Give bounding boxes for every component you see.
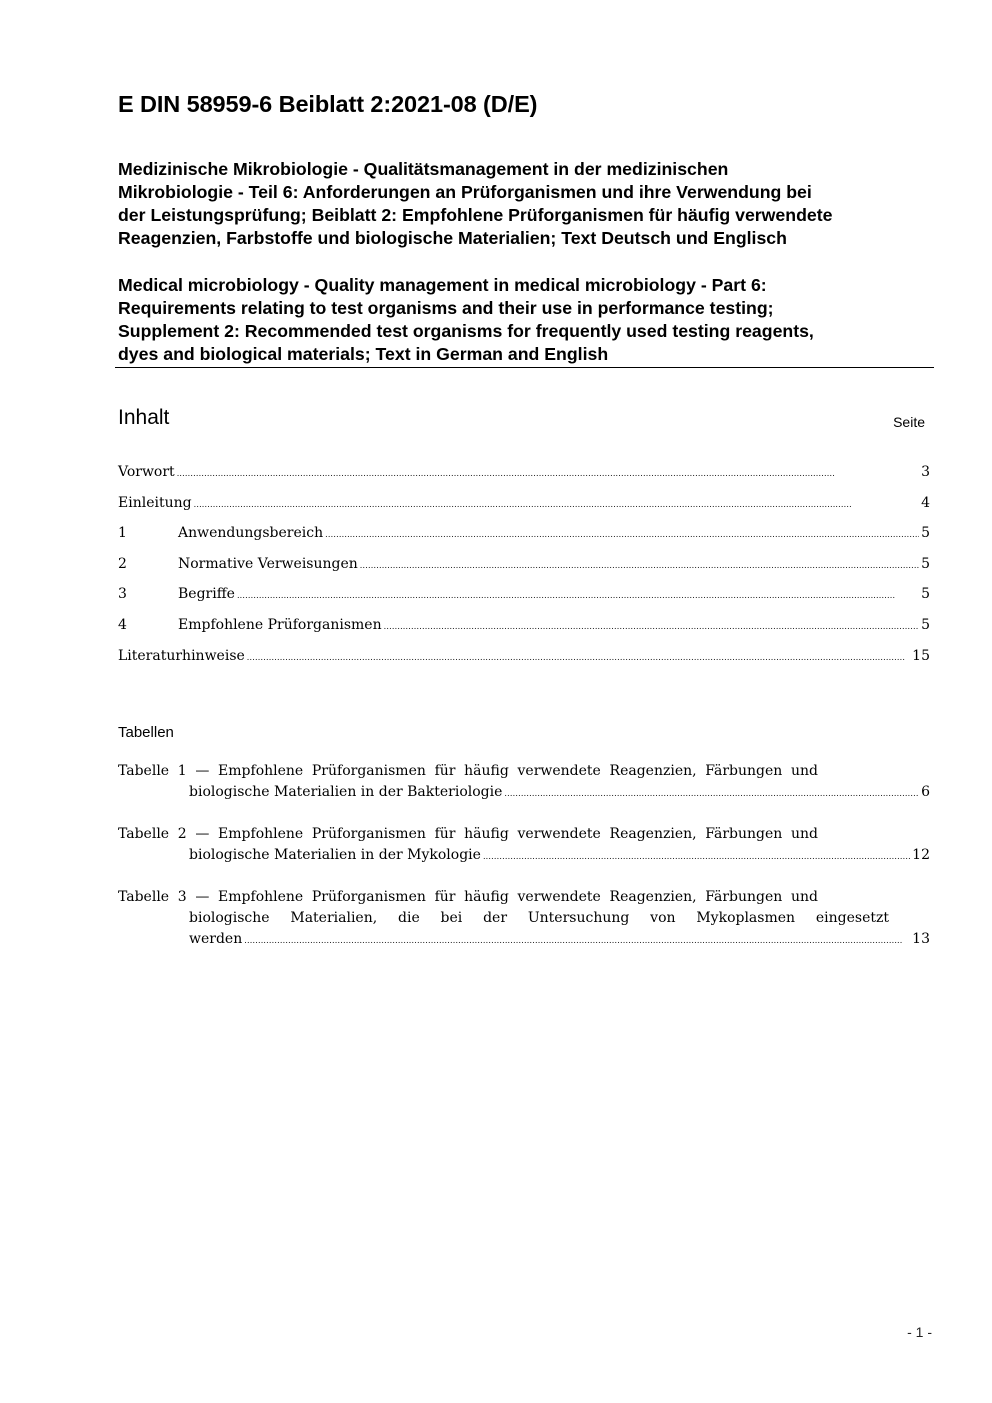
title-line: Requirements relating to test organisms and their use in performance testing; [118, 298, 774, 318]
toc-label: Anwendungsbereich [178, 525, 324, 542]
toc-page: 5 [921, 586, 930, 603]
title-german [118, 158, 948, 250]
title-english [118, 274, 948, 366]
table-entry-last-line [118, 929, 930, 951]
table-entry-middle-line [118, 908, 930, 929]
toc-entry-normative-verweisungen[interactable] [118, 553, 930, 584]
title-line: dyes and biological materials; Text in German and English [118, 344, 609, 364]
table-entry-title-cont: biologische Materialien, die bei der Untersuchung von Mykoplasmen eingesetzt [189, 910, 889, 926]
toc-label: Empfohlene Prüforganismen [178, 616, 382, 633]
toc-number: 1 [118, 525, 127, 542]
toc-entry-anwendungsbereich[interactable] [118, 522, 930, 553]
toc-heading: Inhalt [118, 406, 170, 429]
table-entry-first-line [118, 824, 930, 845]
toc-label: Einleitung [118, 494, 192, 511]
toc-leader-dots [504, 782, 919, 804]
toc-page: 3 [921, 464, 930, 480]
title-line: Mikrobiologie - Teil 6: Anforderungen an Prüforganismen und ihre Verwendung bei [118, 182, 812, 202]
toc-label: Vorwort [118, 464, 175, 480]
table-entry-title: Tabelle 3 — Empfohlene Prüforganismen für häufig verwendete Reagenzien, Färbungen und [118, 889, 818, 905]
toc-leader-dots [237, 583, 919, 607]
toc-entry-begriffe[interactable] [118, 583, 930, 614]
toc-number: 2 [118, 555, 127, 572]
table-entry-page: 13 [912, 931, 930, 947]
toc-leader-dots [360, 553, 919, 577]
toc-leader-dots [247, 645, 910, 669]
toc-leader-dots [244, 929, 910, 951]
toc-leader-dots [194, 492, 920, 516]
toc-label: Begriffe [178, 586, 235, 603]
toc-page: 5 [921, 555, 930, 572]
table-entry-1[interactable] [118, 761, 930, 804]
table-entry-first-line [118, 761, 930, 782]
toc-leader-dots [483, 845, 910, 867]
table-entry-title-cont: biologische Materialien in der Mykologie [189, 847, 481, 863]
toc-leader-dots [384, 614, 919, 638]
title-line: Reagenzien, Farbstoffe und biologische Materialien; Text Deutsch und Englisch [118, 228, 787, 248]
toc-label: Literaturhinweise [118, 647, 245, 664]
toc-number: 4 [118, 616, 127, 633]
toc-entry-literaturhinweise[interactable] [118, 645, 930, 676]
title-divider [115, 367, 934, 368]
toc-page: 4 [921, 494, 930, 511]
table-entry-title: Tabelle 1 — Empfohlene Prüforganismen für häufig verwendete Reagenzien, Färbungen und [118, 763, 818, 779]
toc-label: Normative Verweisungen [178, 555, 358, 572]
title-line: Supplement 2: Recommended test organisms for frequently used testing reagents, [118, 321, 814, 341]
toc-entry-empfohlene-prueforganismen[interactable] [118, 614, 930, 645]
toc-leader-dots [325, 522, 919, 546]
toc-page-column-heading: Seite [893, 414, 925, 430]
toc-page: 5 [921, 616, 930, 633]
table-entry-title-cont: biologische Materialien in der Bakteriologie [189, 784, 503, 800]
table-entry-3[interactable] [118, 887, 930, 951]
table-entry-last-line [118, 782, 930, 804]
document-id: E DIN 58959-6 Beiblatt 2:2021-08 (D/E) [118, 91, 538, 117]
table-entry-page: 12 [912, 847, 930, 863]
title-line: Medical microbiology - Quality management in medical microbiology - Part 6: [118, 275, 767, 295]
table-of-contents [118, 461, 930, 675]
toc-leader-dots [177, 461, 919, 485]
table-entry-first-line [118, 887, 930, 908]
toc-number: 3 [118, 586, 127, 603]
toc-entry-einleitung[interactable] [118, 492, 930, 523]
page-number: - 1 - [907, 1324, 932, 1340]
table-entry-2[interactable] [118, 824, 930, 867]
toc-page: 5 [921, 525, 930, 542]
tables-heading: Tabellen [118, 724, 174, 741]
table-entry-last-line [118, 845, 930, 867]
table-entry-page: 6 [921, 784, 930, 800]
toc-entry-vorwort[interactable] [118, 461, 930, 492]
toc-page: 15 [912, 647, 930, 664]
title-line: Medizinische Mikrobiologie - Qualitätsmanagement in der medizinischen [118, 159, 729, 179]
table-entry-title: Tabelle 2 — Empfohlene Prüforganismen für häufig verwendete Reagenzien, Färbungen und [118, 826, 818, 842]
table-entry-title-cont: werden [189, 931, 243, 947]
list-of-tables [118, 761, 930, 971]
title-line: der Leistungsprüfung; Beiblatt 2: Empfohlene Prüforganismen für häufig verwendete [118, 205, 833, 225]
